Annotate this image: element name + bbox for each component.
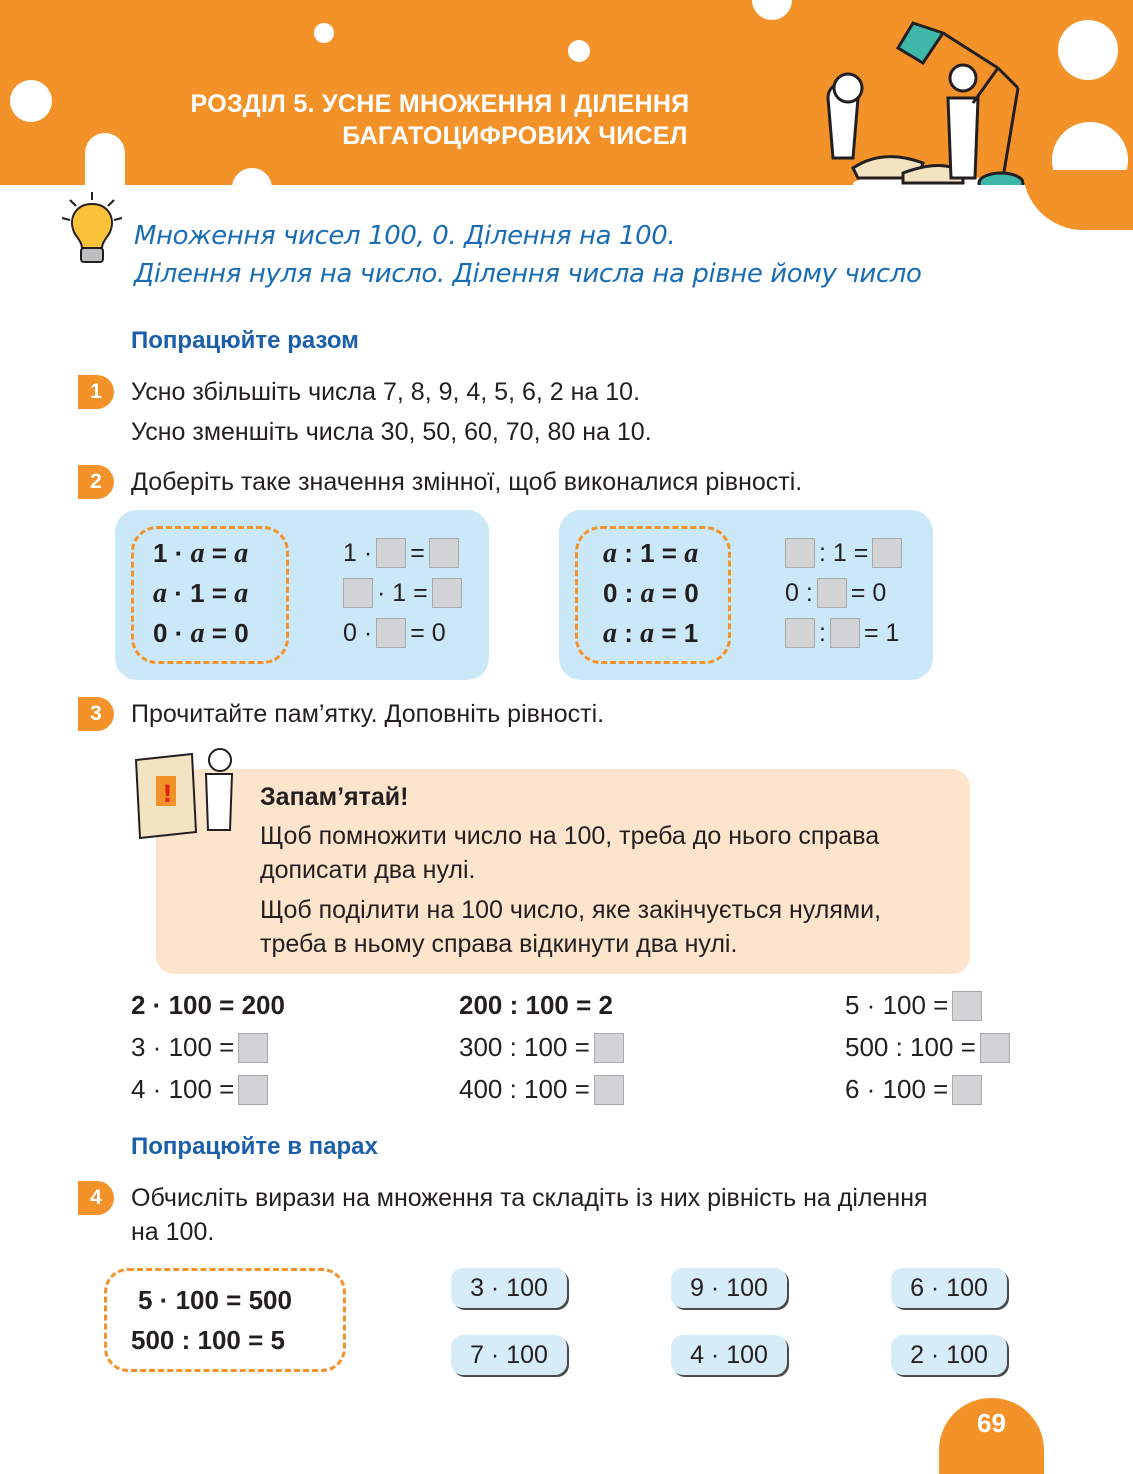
rule-line: 0 : a = 0	[603, 578, 699, 609]
answer-box[interactable]	[432, 578, 462, 608]
task-number-badge: 1	[78, 375, 114, 409]
rules-box-multiplication	[115, 510, 489, 680]
rule-line: a : a = 1	[603, 618, 699, 649]
people-with-lamp-illustration	[793, 8, 1053, 185]
section-heading-pairs: Попрацюйте в парах	[131, 1133, 378, 1160]
memo-paragraph: Щоб поділити на 100 число, яке закінчується нулями, треба в ньому справа відкинути два нулі.	[260, 896, 882, 958]
equation: 500 : 100 =	[845, 1032, 1014, 1063]
decor-dot	[314, 23, 334, 43]
decor-dot	[752, 0, 792, 20]
exercise-line: · 1 =	[339, 578, 466, 608]
lesson-title	[134, 217, 921, 293]
decor-dot	[568, 40, 590, 62]
answer-box[interactable]	[376, 618, 406, 648]
chapter-title	[0, 88, 880, 152]
rule-line: 0 · a = 0	[153, 618, 249, 649]
lightbulb-icon	[56, 190, 126, 270]
equation: 5 · 100 =	[845, 990, 986, 1021]
answer-box[interactable]	[785, 618, 815, 648]
task4-line1: Обчисліть вирази на множення та складіть із них рівність на ділення	[131, 1184, 928, 1212]
chapter-title-line1: РОЗДІЛ 5. УСНЕ МНОЖЕННЯ І ДІЛЕННЯ	[190, 90, 690, 118]
decor-dot	[232, 168, 272, 185]
equation-example: 2 · 100 = 200	[131, 990, 285, 1020]
answer-box[interactable]	[343, 578, 373, 608]
exercise-line: 1 · =	[343, 538, 463, 568]
header-tail-shape	[1023, 170, 1133, 230]
example-line: 5 · 100 = 500	[138, 1285, 292, 1315]
answer-box[interactable]	[952, 991, 982, 1021]
answer-box[interactable]	[238, 1075, 268, 1105]
memo-paragraph: Щоб помножити число на 100, треба до нього справа дописати два нулі.	[260, 822, 880, 884]
equation-example: 200 : 100 = 2	[459, 990, 613, 1020]
expression-card[interactable]: 3 · 100	[451, 1268, 567, 1308]
exercise-line: : 1 =	[781, 538, 906, 568]
expression-card[interactable]: 4 · 100	[671, 1335, 787, 1375]
task4-line2: на 100.	[131, 1218, 215, 1246]
answer-box[interactable]	[785, 538, 815, 568]
task1-line1: Усно збільшіть числа 7, 8, 9, 4, 5, 6, 2 на 10.	[131, 378, 641, 406]
answer-box[interactable]	[817, 578, 847, 608]
equation: 4 · 100 =	[131, 1074, 272, 1105]
exercise-line: : = 1	[781, 618, 899, 648]
rule-line: a : 1 = a	[603, 538, 699, 569]
equation: 300 : 100 =	[459, 1032, 628, 1063]
task2-text: Доберіть таке значення змінної, щоб виконалися рівності.	[131, 468, 803, 496]
answer-box[interactable]	[376, 538, 406, 568]
exercise-line: 0 · = 0	[343, 618, 446, 647]
chapter-title-line2: БАГАТОЦИФРОВИХ ЧИСЕЛ	[342, 122, 688, 150]
exclamation-poster-icon	[126, 742, 246, 842]
rule-line: a · 1 = a	[153, 578, 249, 609]
example-line: 500 : 100 = 5	[131, 1325, 285, 1355]
chapter-header	[0, 0, 1133, 185]
answer-box[interactable]	[238, 1033, 268, 1063]
section-heading-together: Попрацюйте разом	[131, 327, 359, 354]
answer-box[interactable]	[594, 1033, 624, 1063]
lesson-title-line1: Множення чисел 100, 0. Ділення на 100.	[134, 221, 676, 251]
expression-card[interactable]: 7 · 100	[451, 1335, 567, 1375]
task-number-badge: 4	[78, 1181, 114, 1215]
expression-card[interactable]: 2 · 100	[891, 1335, 1007, 1375]
answer-box[interactable]	[830, 618, 860, 648]
memo-box	[156, 769, 970, 974]
equation: 6 · 100 =	[845, 1074, 986, 1105]
equation: 3 · 100 =	[131, 1032, 272, 1063]
rule-line: 1 · a = a	[153, 538, 249, 569]
answer-box[interactable]	[872, 538, 902, 568]
page-number: 69	[939, 1398, 1044, 1474]
answer-box[interactable]	[980, 1033, 1010, 1063]
answer-box[interactable]	[429, 538, 459, 568]
example-frame	[104, 1268, 346, 1372]
equation: 400 : 100 =	[459, 1074, 628, 1105]
answer-box[interactable]	[952, 1075, 982, 1105]
decor-dot	[1058, 20, 1118, 80]
task-number-badge: 2	[78, 465, 114, 499]
memo-title: Запам’ятай!	[260, 783, 409, 811]
rules-box-division	[559, 510, 933, 680]
task1-line2: Усно зменшіть числа 30, 50, 60, 70, 80 на 10.	[131, 418, 652, 446]
svg-text:!: !	[162, 780, 173, 808]
exercise-line: 0 : = 0	[785, 578, 887, 607]
task3-text: Прочитайте пам’ятку. Доповніть рівності.	[131, 700, 605, 728]
lesson-title-line2: Ділення нуля на число. Ділення числа на рівне йому число	[134, 259, 922, 289]
answer-box[interactable]	[594, 1075, 624, 1105]
task-number-badge: 3	[78, 697, 114, 731]
expression-card[interactable]: 6 · 100	[891, 1268, 1007, 1308]
expression-card[interactable]: 9 · 100	[671, 1268, 787, 1308]
